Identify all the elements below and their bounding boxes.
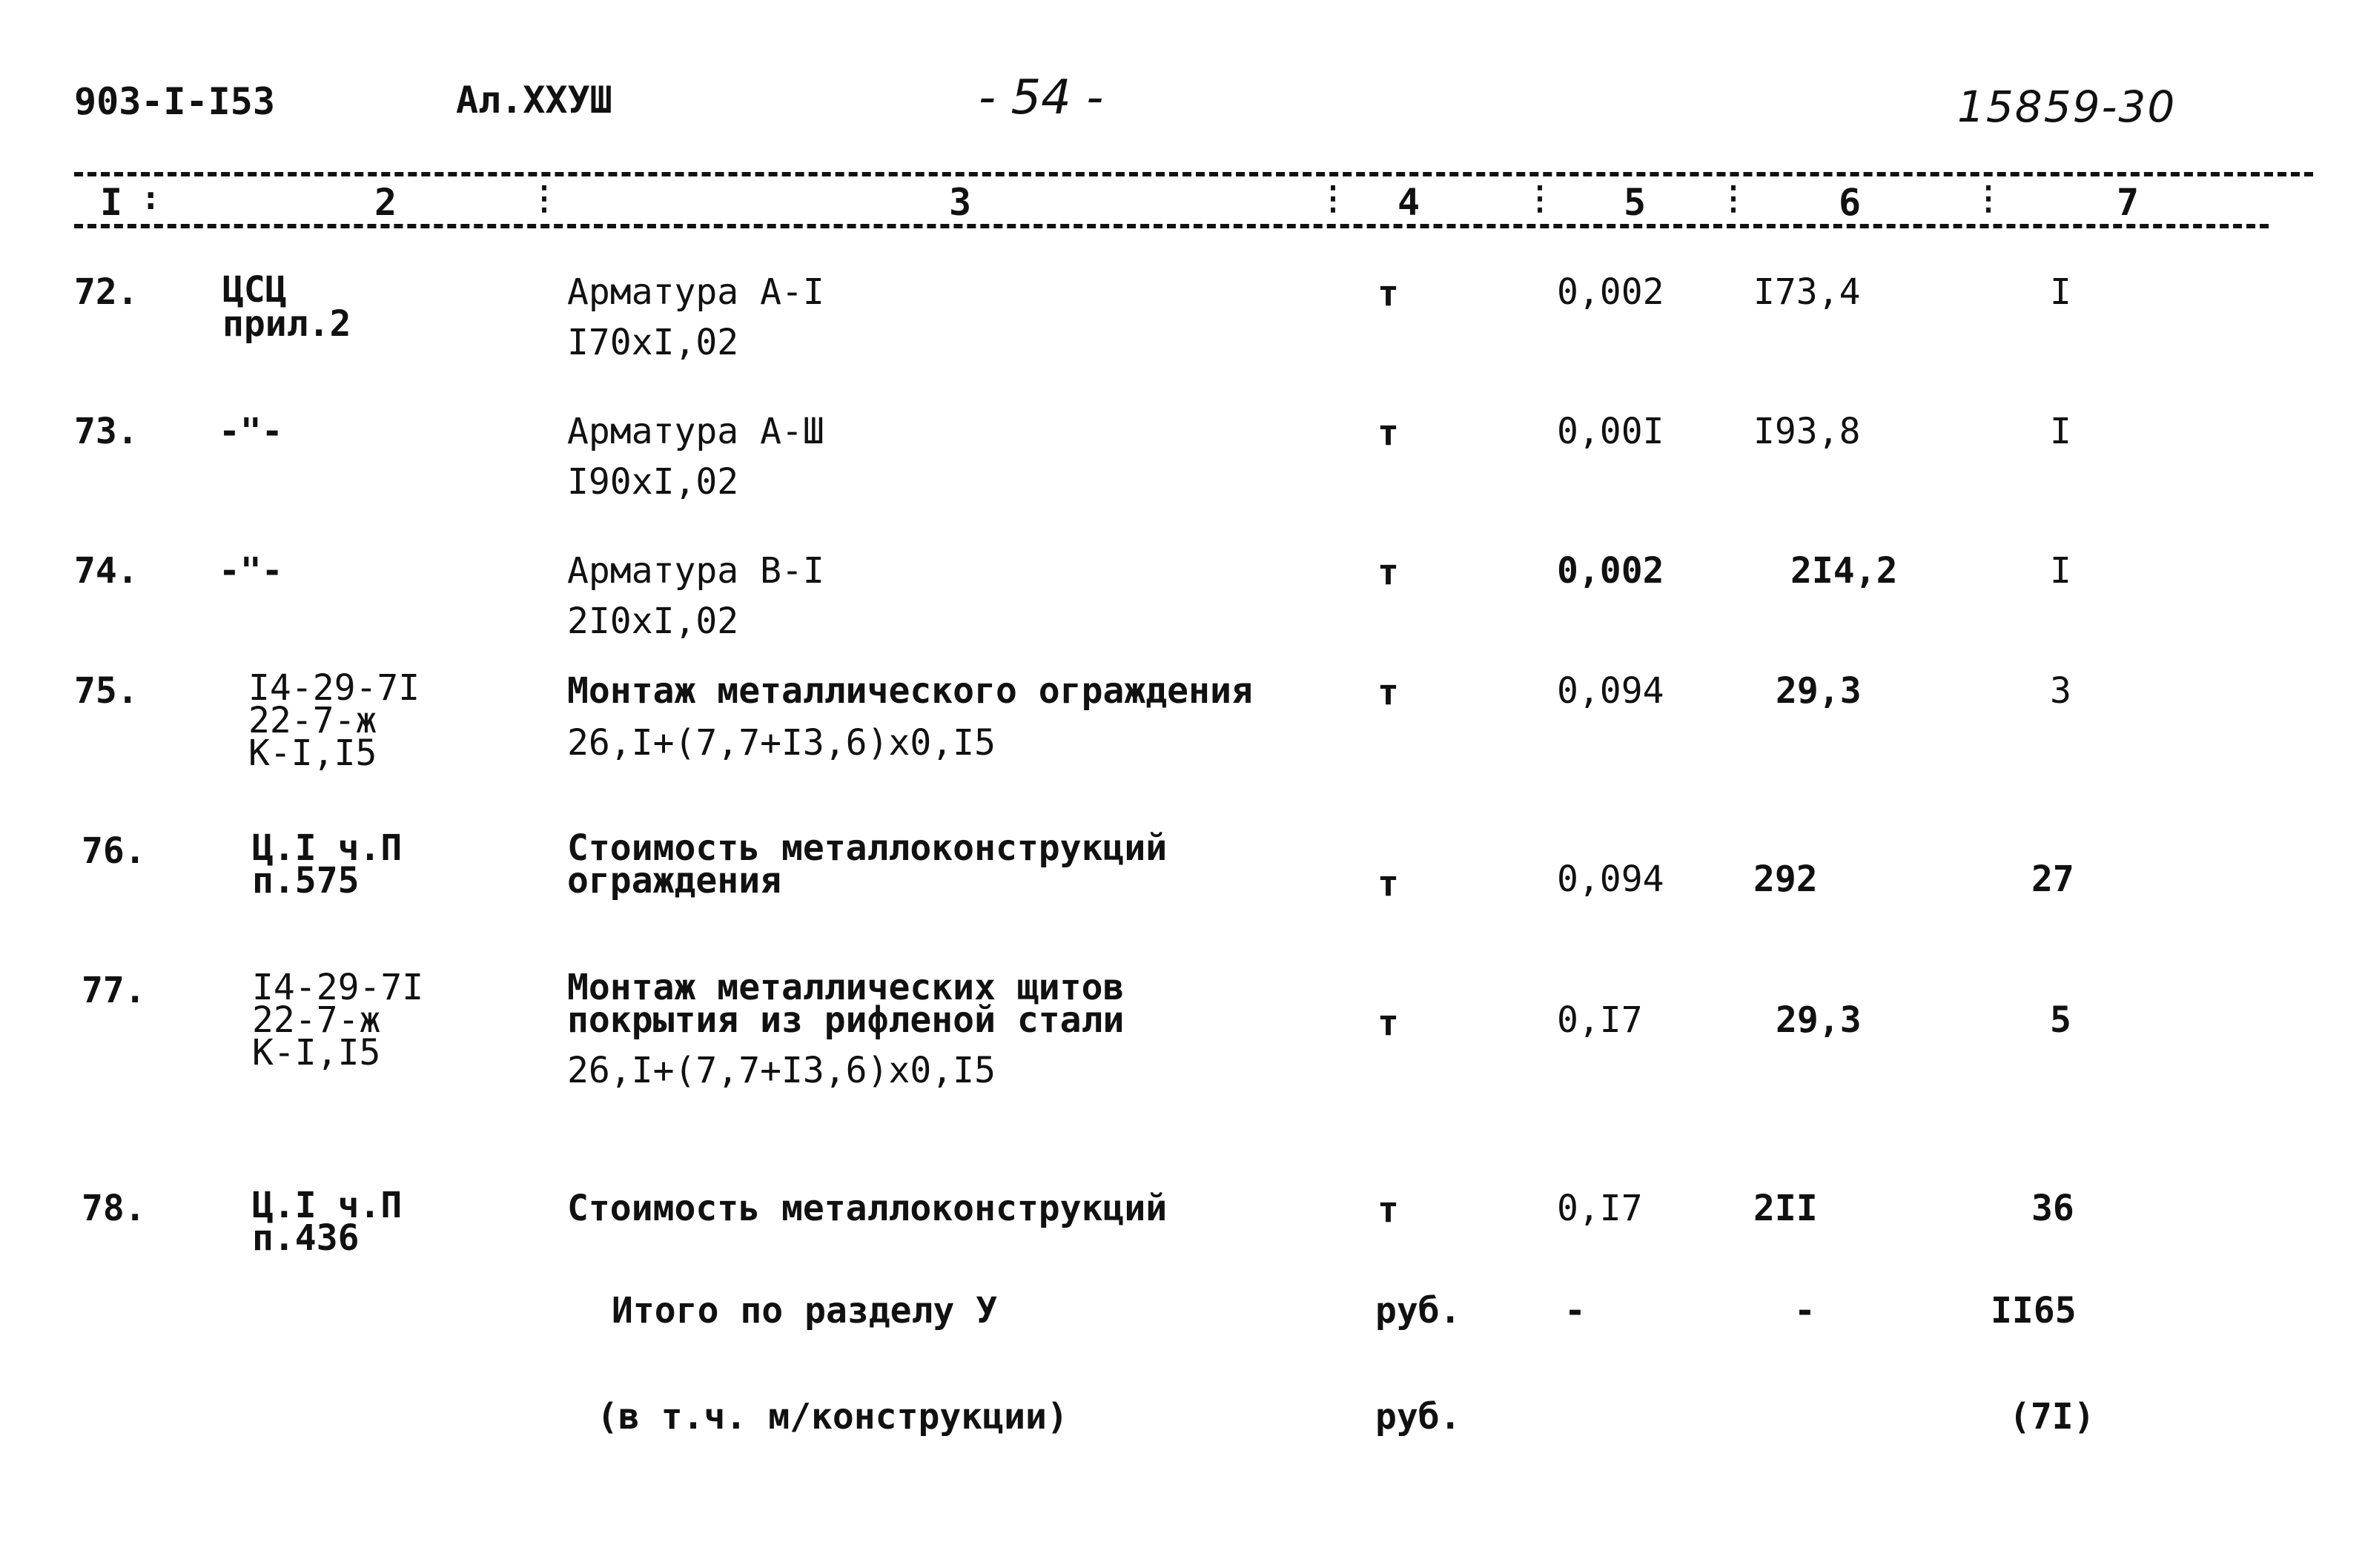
row-name: Арматура А-Ш bbox=[567, 411, 824, 452]
row-total: I bbox=[2050, 550, 2071, 592]
row-unit: т bbox=[1377, 412, 1399, 454]
row-unit: т bbox=[1377, 672, 1399, 713]
row-formula: I90хI,02 bbox=[567, 461, 739, 503]
header-top-rule bbox=[74, 172, 2313, 176]
row-unit: т bbox=[1377, 552, 1399, 593]
row-price: 29,3 bbox=[1776, 670, 1862, 712]
row-code: ЦСЦ прил.2 bbox=[222, 269, 351, 345]
row-code: I4-29-7I 22-7-ж К-I,I5 bbox=[252, 967, 424, 1074]
summary-price: - bbox=[1794, 1290, 1816, 1332]
archive-number: 15859-30 bbox=[1957, 82, 2177, 132]
row-name: Стоимость металлоконструкций ограждения bbox=[567, 827, 1168, 902]
row-name: Монтаж металлических щитов покрытия из рифленой стали bbox=[567, 967, 1125, 1041]
row-name: Арматура А-I bbox=[567, 271, 824, 313]
col-header-2: 2 bbox=[374, 181, 397, 224]
row-price: I73,4 bbox=[1753, 271, 1861, 313]
row-formula: 2I0хI,02 bbox=[567, 601, 739, 642]
col-header-4: 4 bbox=[1398, 181, 1420, 224]
col-header-3: 3 bbox=[949, 181, 972, 224]
row-name: Монтаж металлического ограждения bbox=[567, 670, 1253, 712]
row-code: Ц.I ч.П п.436 bbox=[252, 1185, 403, 1259]
row-code: I4-29-7I 22-7-ж К-I,I5 bbox=[248, 667, 420, 774]
col-header-7: 7 bbox=[2117, 181, 2140, 224]
row-name: Стоимость металлоконструкций bbox=[567, 1188, 1168, 1229]
row-code: -"- bbox=[219, 411, 283, 452]
row-code: Ц.I ч.П п.575 bbox=[252, 827, 403, 902]
col-header-5: 5 bbox=[1624, 181, 1647, 224]
summary-sub-total: (7I) bbox=[2009, 1396, 2095, 1438]
col-separator: ⋮ bbox=[1524, 179, 1556, 217]
summary-qty: - bbox=[1564, 1290, 1586, 1332]
row-unit: т bbox=[1377, 863, 1399, 904]
row-qty: 0,I7 bbox=[1557, 1188, 1643, 1229]
row-total: I bbox=[2050, 271, 2071, 313]
row-number: 76. bbox=[82, 830, 146, 872]
row-unit: т bbox=[1377, 1189, 1399, 1231]
col-separator: ⋮ bbox=[1717, 179, 1750, 217]
header-bottom-rule bbox=[74, 224, 2269, 228]
row-price: 2II bbox=[1753, 1188, 1818, 1229]
summary-total: II65 bbox=[1991, 1290, 2077, 1332]
row-price: I93,8 bbox=[1753, 411, 1861, 452]
row-number: 73. bbox=[74, 411, 139, 452]
summary-sub-unit: руб. bbox=[1375, 1396, 1461, 1438]
row-qty: 0,094 bbox=[1557, 670, 1664, 712]
row-number: 75. bbox=[74, 670, 139, 712]
row-number: 72. bbox=[74, 271, 139, 313]
row-price: 29,3 bbox=[1776, 999, 1862, 1041]
row-qty: 0,I7 bbox=[1557, 999, 1643, 1041]
album-label: Ал.ХХУШ bbox=[456, 79, 612, 122]
row-qty: 0,094 bbox=[1557, 859, 1664, 900]
col-separator: ⋮ bbox=[528, 179, 560, 217]
col-separator: : bbox=[141, 179, 161, 217]
row-number: 78. bbox=[82, 1188, 146, 1229]
page-number: - 54 - bbox=[979, 70, 1104, 125]
row-total: 27 bbox=[2031, 859, 2074, 900]
doc-code: 903-I-I53 bbox=[74, 80, 275, 123]
row-number: 74. bbox=[74, 550, 139, 592]
summary-sub-label: (в т.ч. м/конструкции) bbox=[597, 1396, 1068, 1438]
summary-label: Итого по разделу У bbox=[612, 1290, 998, 1332]
row-formula: 26,I+(7,7+I3,6)х0,I5 bbox=[567, 722, 996, 764]
row-total: 36 bbox=[2031, 1188, 2074, 1229]
row-formula: I70хI,02 bbox=[567, 322, 739, 363]
row-unit: т bbox=[1377, 273, 1399, 314]
row-formula: 26,I+(7,7+I3,6)х0,I5 bbox=[567, 1050, 996, 1091]
row-unit: т bbox=[1377, 1002, 1399, 1044]
row-total: 5 bbox=[2050, 999, 2071, 1041]
row-qty: 0,002 bbox=[1557, 550, 1664, 592]
row-name: Арматура В-I bbox=[567, 550, 824, 592]
row-code: -"- bbox=[219, 550, 283, 592]
col-header-6: 6 bbox=[1839, 181, 1862, 224]
col-header-1: I bbox=[100, 181, 123, 224]
row-total: I bbox=[2050, 411, 2071, 452]
row-price: 2I4,2 bbox=[1790, 550, 1898, 592]
row-qty: 0,002 bbox=[1557, 271, 1664, 313]
summary-unit: руб. bbox=[1375, 1290, 1461, 1332]
col-separator: ⋮ bbox=[1317, 179, 1349, 217]
row-total: 3 bbox=[2050, 670, 2071, 712]
row-number: 77. bbox=[82, 970, 146, 1011]
row-qty: 0,00I bbox=[1557, 411, 1664, 452]
row-price: 292 bbox=[1753, 859, 1818, 900]
col-separator: ⋮ bbox=[1972, 179, 2005, 217]
